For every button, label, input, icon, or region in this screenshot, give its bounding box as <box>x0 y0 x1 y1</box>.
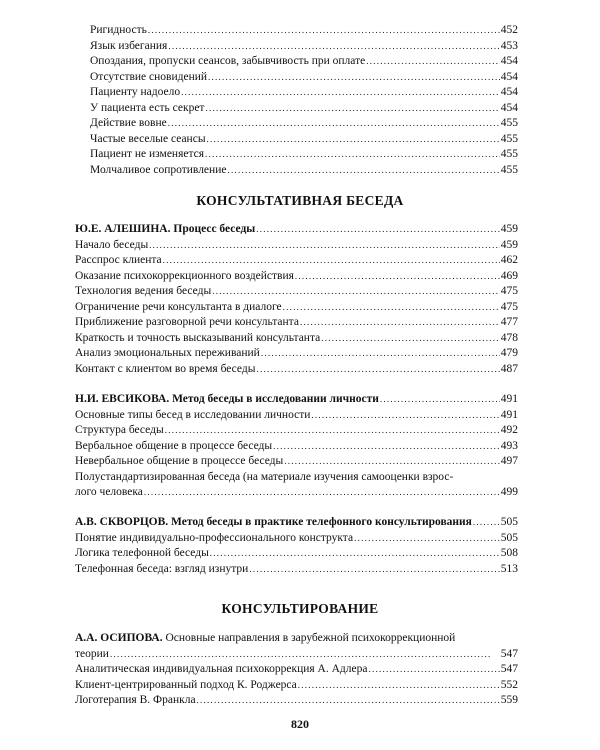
toc-entry-page: 552 <box>500 678 518 691</box>
toc-entry-title: У пациента есть секрет <box>90 101 205 114</box>
toc-entry-title: Невербальное общение в процессе беседы <box>75 455 284 467</box>
toc-entry-title: Пациент не изменяется <box>90 148 205 160</box>
toc-entry-title: Оказание психокоррекционного воздействия <box>75 269 294 282</box>
toc-entry <box>90 163 518 179</box>
toc-entry <box>75 678 518 694</box>
leader-dots <box>110 647 500 663</box>
leader-dots <box>148 23 500 39</box>
toc-entry-page: 455 <box>500 132 518 145</box>
toc-entry-page: 455 <box>500 148 518 160</box>
toc-entry <box>75 253 518 269</box>
toc-entry <box>75 662 518 678</box>
toc-entry-page: 475 <box>500 300 518 313</box>
toc-entry-page: 499 <box>500 486 518 498</box>
toc-entry-page: 479 <box>500 347 518 359</box>
toc-entry <box>75 346 518 362</box>
toc-entry-page: 453 <box>500 39 518 52</box>
toc-entry <box>75 531 518 547</box>
toc-entry-title: Вербальное общение в процессе беседы <box>75 439 273 452</box>
toc-entry <box>90 85 518 101</box>
leader-dots <box>300 315 500 331</box>
leader-dots <box>207 132 500 148</box>
toc-entry-title: Опоздания, пропуски сеансов, забывчивость при оплате <box>90 55 366 67</box>
toc-lead-entry-line1 <box>75 631 518 647</box>
toc-entry-title: Полустандартизированная беседа (на материале изучения самооценки взрос- <box>75 470 454 483</box>
leader-dots <box>205 147 500 163</box>
toc-top-list <box>90 23 518 178</box>
chapter-title: Метод беседы в исследовании личности <box>172 393 379 405</box>
leader-dots <box>208 70 500 86</box>
section-heading: КОНСУЛЬТИРОВАНИЕ <box>221 601 379 616</box>
toc-entry-page: 462 <box>500 254 518 266</box>
toc-entry <box>75 693 518 709</box>
toc-entry <box>75 562 518 578</box>
leader-dots <box>197 693 500 709</box>
page-number: 820 <box>291 717 309 731</box>
toc-entry <box>75 423 518 439</box>
section-heading: КОНСУЛЬТАТИВНАЯ БЕСЕДА <box>196 193 404 208</box>
author-name: Н.И. ЕВСИКОВА. <box>75 393 170 405</box>
toc-entry-page: 497 <box>500 455 518 467</box>
toc-entry <box>90 23 518 39</box>
leader-dots <box>354 531 500 547</box>
toc-entry-title: Логотерапия В. Франкла <box>75 694 196 706</box>
toc-entry-page: 477 <box>500 316 518 328</box>
toc-entry <box>75 439 518 455</box>
toc-lead-entry-line2 <box>75 647 518 663</box>
toc-entry <box>90 101 518 117</box>
leader-dots <box>165 423 500 439</box>
toc-entry-page: 454 <box>500 86 518 98</box>
toc-entry-title: Приближение разговорной речи консультанта <box>75 316 299 328</box>
author-name: А.В. СКВОРЦОВ. <box>75 516 169 528</box>
toc-entry-title: Пациенту надоело <box>90 86 181 98</box>
toc-entry-wrapped-line2 <box>75 485 518 501</box>
leader-dots <box>366 54 500 70</box>
author-name: Ю.Е. АЛЕШИНА. <box>75 223 171 235</box>
toc-entry-page: 452 <box>500 24 518 36</box>
toc-entry-title: Молчаливое сопротивление <box>90 163 227 176</box>
toc-entry-title: Ригидность <box>90 24 147 36</box>
toc-entry-page: 454 <box>500 55 518 67</box>
leader-dots <box>212 284 500 300</box>
toc-entry-title: Отсутствие сновидений <box>90 70 208 83</box>
toc-entry-page: 454 <box>500 101 518 114</box>
toc-lead-entry <box>75 515 518 531</box>
toc-entry-page: 508 <box>500 547 518 559</box>
toc-entry-title: Начало беседы <box>75 238 149 251</box>
author-name: А.А. ОСИПОВА. <box>75 632 163 644</box>
toc-entry-page: 455 <box>500 163 518 176</box>
toc-entry-page: 469 <box>500 269 518 282</box>
toc-entry-page: 459 <box>500 223 518 235</box>
toc-entry <box>75 315 518 331</box>
toc-entry <box>75 269 518 285</box>
leader-dots <box>273 439 500 455</box>
toc-lead-title <box>75 222 255 238</box>
leader-dots <box>210 546 500 562</box>
toc-entry-title: Действие вовне <box>90 117 167 129</box>
toc-entry <box>75 300 518 316</box>
toc-entry-page: 459 <box>500 238 518 251</box>
toc-entry-title: Расспрос клиента <box>75 254 162 266</box>
toc-entry-title: Ограничение речи консультанта в диалоге <box>75 300 282 313</box>
toc-group-evsikova <box>75 392 518 501</box>
leader-dots <box>321 331 500 347</box>
toc-entry <box>75 331 518 347</box>
toc-entry-title: Основные типы бесед в исследовании личности <box>75 408 311 421</box>
chapter-title-cont: теории <box>75 647 109 660</box>
toc-entry-title: лого человека <box>75 486 143 498</box>
leader-dots <box>261 346 500 362</box>
toc-entry-page: 475 <box>500 285 518 297</box>
chapter-title: Основные направления в зарубежной психокоррекционной <box>165 632 456 644</box>
toc-entry <box>90 132 518 148</box>
toc-entry-page: 492 <box>500 424 518 436</box>
toc-entry-page: 505 <box>500 531 518 544</box>
toc-entry <box>75 284 518 300</box>
toc-entry-title: Частые веселые сеансы <box>90 132 206 145</box>
toc-group-aleshina <box>75 222 518 377</box>
toc-entry-title: Понятие индивидуально-профессионального конструкта <box>75 531 354 544</box>
toc-entry <box>90 70 518 86</box>
leader-dots <box>380 392 500 408</box>
toc-entry-page: 491 <box>500 408 518 421</box>
toc-entry <box>90 116 518 132</box>
toc-entry-page: 493 <box>500 439 518 452</box>
toc-entry-page: 487 <box>500 362 518 375</box>
toc-entry <box>90 147 518 163</box>
toc-entry <box>75 408 518 424</box>
toc-lead-title <box>75 631 455 647</box>
toc-group-skvortsov <box>75 515 518 577</box>
leader-dots <box>295 269 500 285</box>
leader-dots <box>144 485 500 501</box>
toc-entry-page: 513 <box>500 562 518 575</box>
toc-entry-page: 547 <box>500 663 518 675</box>
toc-entry-page: 454 <box>500 70 518 83</box>
toc-entry <box>75 238 518 254</box>
toc-entry-title: Язык избегания <box>90 39 168 52</box>
leader-dots <box>227 163 499 179</box>
toc-lead-title <box>75 515 472 531</box>
toc-entry-title: Телефонная беседа: взгляд изнутри <box>75 562 249 575</box>
leader-dots <box>163 253 500 269</box>
leader-dots <box>149 238 500 254</box>
toc-entry-page: 505 <box>500 516 518 528</box>
leader-dots <box>473 515 500 531</box>
leader-dots <box>283 300 500 316</box>
toc-entry-page: 547 <box>500 647 518 660</box>
leader-dots <box>181 85 500 101</box>
leader-dots <box>256 222 499 238</box>
toc-lead-entry <box>75 222 518 238</box>
toc-entry-page: 478 <box>500 331 518 344</box>
toc-group-osipova <box>75 631 518 709</box>
toc-entry-title: Логика телефонной беседы <box>75 547 209 559</box>
toc-entry-wrapped-line1 <box>75 470 518 486</box>
toc-entry-title: Аналитическая индивидуальная психокоррекция А. Адлера <box>75 663 368 675</box>
toc-entry <box>75 454 518 470</box>
chapter-title: Процесс беседы <box>173 223 256 235</box>
toc-entry <box>75 546 518 562</box>
toc-entry <box>75 362 518 378</box>
toc-entry-title: Структура беседы <box>75 424 164 436</box>
toc-entry-page: 455 <box>500 117 518 129</box>
toc-entry-title: Контакт с клиентом во время беседы <box>75 362 256 375</box>
toc-entry-title: Технология ведения беседы <box>75 285 212 297</box>
toc-entry-page: 491 <box>500 393 518 405</box>
leader-dots <box>249 562 499 578</box>
leader-dots <box>368 662 499 678</box>
toc-entry <box>90 39 518 55</box>
toc-entry-title: Краткость и точность высказываний консультанта <box>75 331 321 344</box>
toc-entry <box>90 54 518 70</box>
leader-dots <box>168 39 499 55</box>
leader-dots <box>205 101 499 117</box>
toc-entry-title: Анализ эмоциональных переживаний <box>75 347 260 359</box>
leader-dots <box>298 678 500 694</box>
toc-entry-page: 559 <box>500 694 518 706</box>
toc-entry-title: Клиент-центрированный подход К. Роджерса <box>75 678 297 691</box>
leader-dots <box>256 362 499 378</box>
toc-lead-entry <box>75 392 518 408</box>
leader-dots <box>168 116 500 132</box>
leader-dots <box>311 408 499 424</box>
chapter-title: Метод беседы в практике телефонного консультирования <box>171 516 472 528</box>
leader-dots <box>284 454 500 470</box>
toc-lead-title <box>75 392 379 408</box>
